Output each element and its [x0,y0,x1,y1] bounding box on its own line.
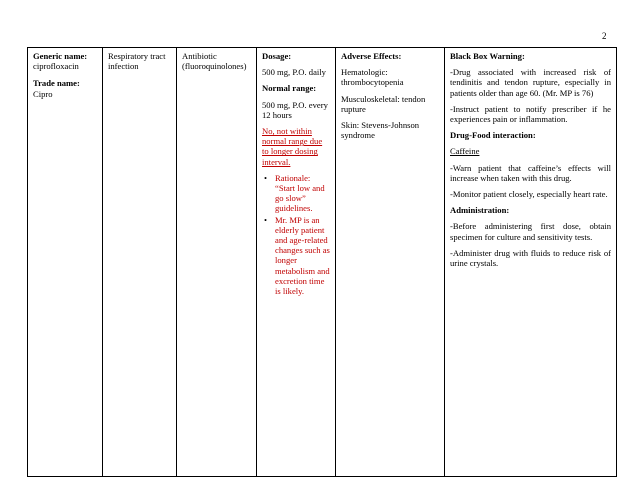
adverse-effects-label: Adverse Effects: [341,51,402,61]
interaction-item: -Warn patient that caffeine’s effects will increase when taken with this drug. [450,162,611,183]
warning-item: -Drug associated with increased risk of tendinitis and tendon rupture, especially in patients older than age 60. (Mr. MP is 76) [450,67,611,98]
rationale-text: Rationale: “Start low and go slow” guidelines. [275,172,325,214]
list-item [264,172,330,214]
black-box-warning-label: Black Box Warning: [450,51,525,61]
dosage-assessment-note: No, not within normal range due to longer dosing interval. [262,126,323,167]
interaction-item: -Monitor patient closely, especially heart rate. [450,189,608,200]
trade-name-label: Trade name: [33,78,80,89]
administration-item: -Administer drug with fluids to reduce risk of urine crystals. [450,247,611,269]
list-item [264,214,330,297]
bullet-icon: • [264,172,268,183]
generic-name-label: Generic name: [33,51,88,61]
page-number: 2 [602,31,607,41]
interaction-agent: Caffeine [450,146,480,157]
adverse-effect-item: Skin: Stevens-Johnson syndrome [341,120,420,141]
trade-name-value: Cipro [33,88,53,99]
drug-name-cell [28,48,103,477]
bullet-icon: • [264,214,268,225]
administration-label: Administration: [450,205,510,216]
adverse-effect-item: Hematologic: thrombocytopenia [341,67,404,88]
drug-food-interaction-label: Drug-Food interaction: [450,130,536,141]
normal-range-value: 500 mg, P.O. every 12 hours [262,99,328,120]
indication-text: Respiratory tract infection [108,51,166,72]
dosage-label: Dosage: [262,51,292,61]
warning-cell [445,48,617,477]
dosage-value: 500 mg, P.O. daily [262,67,326,78]
drug-class-text: Antibiotic (fluoroquinolones) [182,51,247,72]
indication-cell [103,48,177,477]
drug-info-table [27,47,617,477]
normal-range-label: Normal range: [262,83,317,94]
administration-item: -Before administering first dose, obtain specimen for culture and sensitivity tests. [450,221,611,242]
drug-class-cell [177,48,257,477]
rationale-list [262,173,330,296]
generic-name-value: ciprofloxacin [33,61,79,72]
rationale-text: Mr. MP is an elderly patient and age-related changes such as longer metabolism and excretion time is likely. [275,214,330,297]
adverse-effect-item: Musculoskeletal: tendon rupture [341,93,426,114]
adverse-effects-cell [336,48,445,477]
dosage-cell [257,48,336,477]
warning-item: -Instruct patient to notify prescriber if he experiences pain or inflammation. [450,103,611,125]
table-row [28,48,617,477]
